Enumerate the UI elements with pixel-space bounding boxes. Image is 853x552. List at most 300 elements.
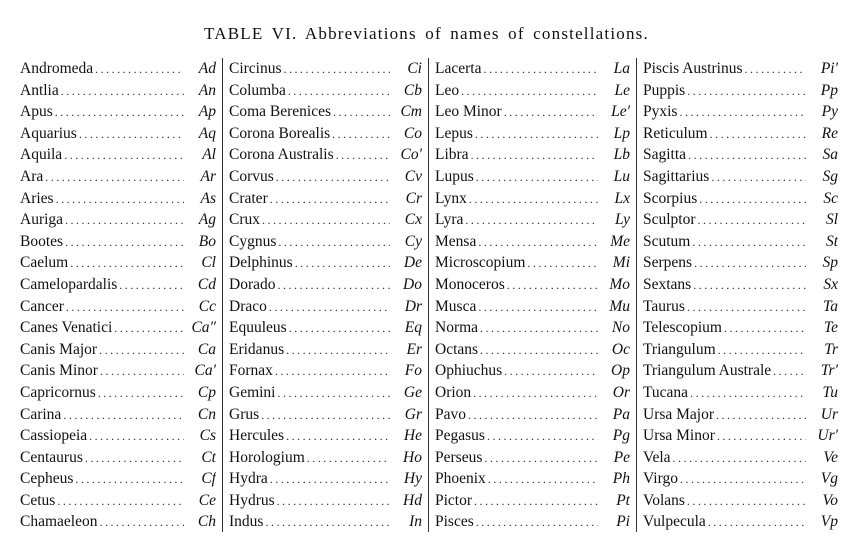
abbreviations-table [14,58,844,532]
dot-leader [482,448,598,469]
dot-leader [59,81,184,102]
table-row [20,425,216,447]
dot-leader [263,512,390,533]
constellation-name: Taurus [643,297,685,315]
dot-leader [692,253,806,274]
constellation-name: Pyxis [643,103,678,121]
constellation-name: Sculptor [643,211,696,229]
constellation-abbreviation: Cl [201,254,216,272]
constellation-abbreviation: Py [821,103,838,121]
constellation-name: Leo Minor [435,103,502,121]
constellation-name: Delphinus [229,254,293,272]
dot-leader [722,318,806,339]
constellation-abbreviation: Cy [404,232,422,250]
table-row [20,360,216,382]
table-row [435,231,630,253]
constellation-abbreviation: Gr [404,405,422,423]
constellation-abbreviation: Do [403,275,422,293]
table-row [20,209,216,231]
dot-leader [276,232,390,253]
constellation-abbreviation: Mo [609,275,630,293]
constellation-abbreviation: Hy [403,470,422,488]
constellation-name: Puppis [643,81,686,99]
table-row [435,490,630,512]
constellation-abbreviation: Ca′ [194,362,216,380]
table-row [229,317,422,339]
constellation-abbreviation: Op [611,362,630,380]
table-row [643,404,838,426]
constellation-name: Ophiuchus [435,362,503,380]
table-column-4 [636,58,844,532]
constellation-abbreviation: Vg [820,470,838,488]
table-row [229,58,422,80]
constellation-name: Scutum [643,232,691,250]
constellation-abbreviation: Cv [404,167,422,185]
constellation-name: Apus [20,103,53,121]
constellation-name: Tucana [643,383,689,401]
constellation-name: Caelum [20,254,69,272]
table-row [435,123,630,145]
constellation-abbreviation: Pp [820,81,838,99]
table-row [435,209,630,231]
constellation-abbreviation: Mu [609,297,630,315]
dot-leader [259,405,390,426]
constellation-name: Gemini [229,383,276,401]
table-row [435,166,630,188]
table-row [643,425,838,447]
dot-leader [62,145,184,166]
table-row [20,468,216,490]
dot-leader [476,232,598,253]
table-row [435,468,630,490]
table-row [643,382,838,404]
table-row [643,468,838,490]
constellation-name: Bootes [20,232,64,250]
table-row [643,274,838,296]
dot-leader [474,512,598,533]
dot-leader [275,491,390,512]
constellation-name: Phoenix [435,470,486,488]
constellation-abbreviation: Cm [400,103,422,121]
dot-leader [685,297,806,318]
constellation-name: Triangulum Australe [643,362,772,380]
constellation-name: Cepheus [20,470,74,488]
table-row [435,80,630,102]
table-row [20,231,216,253]
dot-leader [305,448,390,469]
constellation-name: Crater [229,189,268,207]
dot-leader [469,145,598,166]
table-row [643,80,838,102]
constellation-name: Capricornus [20,383,96,401]
table-row [435,339,630,361]
dot-leader [473,124,598,145]
constellation-name: Columba [229,81,286,99]
constellation-name: Cygnus [229,232,277,250]
constellation-name: Circinus [229,60,282,77]
constellation-name: Draco [229,297,267,315]
constellation-abbreviation: Lp [613,124,630,142]
constellation-name: Ursa Minor [643,427,715,445]
constellation-abbreviation: Fo [404,362,422,380]
dot-leader [274,167,390,188]
dot-leader [276,383,391,404]
constellation-abbreviation: Al [202,146,216,164]
dot-leader [466,405,598,426]
dot-leader [706,512,806,533]
table-row [435,511,630,533]
constellation-abbreviation: Re [821,124,838,142]
constellation-abbreviation: Tr [824,340,838,358]
table-row [435,101,630,123]
table-row [643,447,838,469]
table-column-2 [222,58,428,532]
constellation-name: Camelopardalis [20,275,118,293]
table-row [435,296,630,318]
table-row [229,252,422,274]
dot-leader [284,340,390,361]
constellation-name: Norma [435,319,479,337]
table-column-1 [14,58,222,532]
table-row [229,468,422,490]
table-row [20,447,216,469]
dot-leader [260,210,390,231]
constellation-name: Canes Venatici [20,319,113,337]
table-row [643,58,838,80]
constellation-abbreviation: Ar [200,167,216,185]
dot-leader [267,297,390,318]
dot-leader [93,59,184,80]
constellation-name: Cetus [20,491,56,509]
constellation-abbreviation: Vo [822,491,838,509]
table-row [20,166,216,188]
constellation-abbreviation: Cc [198,297,216,315]
constellation-name: Eridanus [229,340,285,358]
dot-leader [696,210,806,231]
constellation-abbreviation: Pe [613,448,630,466]
table-row [643,317,838,339]
constellation-abbreviation: In [409,513,422,531]
dot-leader [87,426,184,447]
dot-leader [112,318,184,339]
constellation-abbreviation: Ct [201,448,216,466]
dot-leader [474,167,598,188]
dot-leader [55,491,184,512]
constellation-name: Leo [435,81,460,99]
constellation-name: Volans [643,491,685,509]
constellation-abbreviation: Cf [201,470,216,488]
table-row [229,296,422,318]
dot-leader [63,210,184,231]
constellation-name: Lynx [435,189,467,207]
constellation-name: Hydrus [229,491,275,509]
constellation-name: Serpens [643,254,693,272]
table-title: TABLE VI. Abbreviations of names of constellations. [204,24,649,43]
constellation-abbreviation: Pi [616,513,630,531]
constellation-name: Pavo [435,405,466,423]
constellation-abbreviation: As [200,189,216,207]
constellation-name: Chamaeleon [20,513,98,531]
constellation-abbreviation: Cd [197,275,216,293]
table-row [643,339,838,361]
constellation-abbreviation: Cs [199,427,216,445]
table-row [229,360,422,382]
dot-leader [68,253,184,274]
constellation-abbreviation: Ta [823,297,838,315]
dot-leader [709,167,806,188]
constellation-abbreviation: Cb [403,81,422,99]
constellation-abbreviation: An [198,81,216,99]
constellation-abbreviation: Ca″ [191,319,216,337]
table-row [229,490,422,512]
dot-leader [331,102,390,123]
constellation-abbreviation: Sc [823,189,838,207]
table-row [20,274,216,296]
dot-leader [478,340,598,361]
constellation-name: Sagitta [643,146,687,164]
constellation-abbreviation: Ge [403,383,422,401]
constellation-name: Hercules [229,427,285,445]
constellation-abbreviation: Lx [614,189,630,207]
dot-leader [697,189,806,210]
dot-leader [671,448,806,469]
constellation-name: Vulpecula [643,513,706,531]
dot-leader [481,59,598,80]
dot-leader [330,124,390,145]
dot-leader [64,297,184,318]
constellation-name: Indus [229,513,264,531]
constellation-name: Corona Borealis [229,124,331,142]
constellation-name: Monoceros [435,275,505,293]
dot-leader [714,405,806,426]
dot-leader [502,102,598,123]
table-row [435,274,630,296]
table-row [643,123,838,145]
constellation-abbreviation: Lu [613,167,630,185]
table-row [435,382,630,404]
constellation-abbreviation: Sx [823,275,838,293]
dot-leader [486,469,598,490]
table-row [229,101,422,123]
constellation-name: Octans [435,340,479,358]
constellation-abbreviation: Ve [823,448,838,466]
table-row [20,296,216,318]
constellation-name: Ara [20,167,44,185]
table-row [229,209,422,231]
constellation-name: Aquila [20,146,63,164]
table-row [20,511,216,533]
constellation-abbreviation: Dr [404,297,422,315]
dot-leader [61,405,184,426]
table-row [229,274,422,296]
table-row [229,382,422,404]
dot-leader [472,491,598,512]
table-row [20,252,216,274]
table-row [643,209,838,231]
constellation-name: Pisces [435,513,474,531]
constellation-abbreviation: Hd [403,491,422,509]
table-row [20,101,216,123]
constellation-name: Lyra [435,211,464,229]
table-row [435,447,630,469]
table-row [643,296,838,318]
constellation-abbreviation: Sp [822,254,838,272]
constellation-name: Musca [435,297,477,315]
table-row [20,490,216,512]
table-row [643,252,838,274]
constellation-name: Triangulum [643,340,716,358]
constellation-abbreviation: Ap [198,103,216,121]
dot-leader [459,81,598,102]
dot-leader [117,275,184,296]
constellation-name: Fornax [229,362,273,380]
constellation-name: Perseus [435,448,483,466]
table-row [643,166,838,188]
dot-leader [83,448,184,469]
constellation-name: Centaurus [20,448,83,466]
table-row [643,360,838,382]
dot-leader [690,232,806,253]
dot-leader [502,361,598,382]
constellation-name: Orion [435,383,472,401]
table-column-3 [428,58,636,532]
dot-leader [691,275,806,296]
constellation-name: Piscis Austrinus [643,60,743,77]
constellation-name: Sagittarius [643,167,710,185]
table-row [229,404,422,426]
constellation-name: Lupus [435,167,474,185]
dot-leader [463,210,598,231]
table-row [643,101,838,123]
table-row [435,188,630,210]
constellation-abbreviation: Ce [198,491,216,509]
constellation-abbreviation: Ph [612,470,630,488]
table-row [229,123,422,145]
dot-leader [677,102,806,123]
constellation-abbreviation: Le′ [611,103,630,121]
table-row [229,447,422,469]
constellation-abbreviation: Te [823,319,838,337]
table-row [435,58,630,80]
table-row [229,166,422,188]
constellation-abbreviation: Pa [612,405,630,423]
constellation-abbreviation: Ho [403,448,422,466]
table-row [229,144,422,166]
constellation-abbreviation: Pg [612,427,630,445]
dot-leader [686,145,806,166]
table-row [229,231,422,253]
constellation-name: Andromeda [20,60,94,77]
table-row [20,317,216,339]
constellation-name: Equuleus [229,319,287,337]
dot-leader [678,469,806,490]
constellation-abbreviation: Ur′ [817,427,838,445]
constellation-name: Lepus [435,124,473,142]
dot-leader [286,81,390,102]
constellation-abbreviation: Lb [613,146,630,164]
constellation-abbreviation: Cr [405,189,422,207]
constellation-abbreviation: Ly [614,211,630,229]
table-row [435,317,630,339]
dot-leader [77,124,184,145]
dot-leader [284,426,390,447]
dot-leader [467,189,598,210]
constellation-abbreviation: De [403,254,422,272]
table-row [435,252,630,274]
dot-leader [742,59,806,80]
constellation-abbreviation: Co [403,124,422,142]
dot-leader [708,124,806,145]
constellation-name: Microscopium [435,254,526,272]
dot-leader [98,361,184,382]
constellation-name: Libra [435,146,469,164]
dot-leader [268,189,390,210]
constellation-abbreviation: Pt [616,491,630,509]
constellation-abbreviation: Sl [825,211,838,229]
dot-leader [276,275,391,296]
table-row [20,123,216,145]
constellation-name: Sextans [643,275,692,293]
constellation-abbreviation: No [611,319,630,337]
table-row [643,511,838,533]
constellation-abbreviation: Aq [198,124,216,142]
dot-leader [97,340,184,361]
dot-leader [525,253,598,274]
constellation-name: Reticulum [643,124,708,142]
dot-leader [96,383,184,404]
dot-leader [771,361,806,382]
constellation-abbreviation: Ur [820,405,838,423]
constellation-name: Cancer [20,297,64,315]
constellation-name: Pegasus [435,427,485,445]
table-row [20,58,216,80]
constellation-name: Lacerta [435,60,482,77]
table-row [435,425,630,447]
constellation-name: Cassiopeia [20,427,88,445]
constellation-abbreviation: Cp [197,383,216,401]
constellation-abbreviation: Ad [198,60,216,77]
constellation-abbreviation: Tr′ [820,362,838,380]
constellation-abbreviation: Sg [822,167,838,185]
constellation-abbreviation: Sa [822,146,838,164]
constellation-name: Ursa Major [643,405,715,423]
constellation-abbreviation: Le [614,81,630,99]
constellation-abbreviation: Pi′ [820,60,838,77]
table-row [435,144,630,166]
dot-leader [73,469,184,490]
table-row [20,188,216,210]
dot-leader [334,145,390,166]
constellation-name: Hydra [229,470,268,488]
dot-leader [478,318,598,339]
constellation-name: Corvus [229,167,274,185]
constellation-abbreviation: Cn [197,405,216,423]
table-row [229,188,422,210]
table-row [643,490,838,512]
constellation-abbreviation: St [825,232,838,250]
dot-leader [688,383,806,404]
table-row [643,188,838,210]
constellation-name: Canis Major [20,340,98,358]
dot-leader [685,81,806,102]
constellation-abbreviation: Oc [611,340,630,358]
table-row [435,404,630,426]
dot-leader [685,491,806,512]
constellation-name: Scorpius [643,189,698,207]
constellation-abbreviation: Co′ [400,146,422,164]
dot-leader [97,512,184,533]
dot-leader [54,189,184,210]
